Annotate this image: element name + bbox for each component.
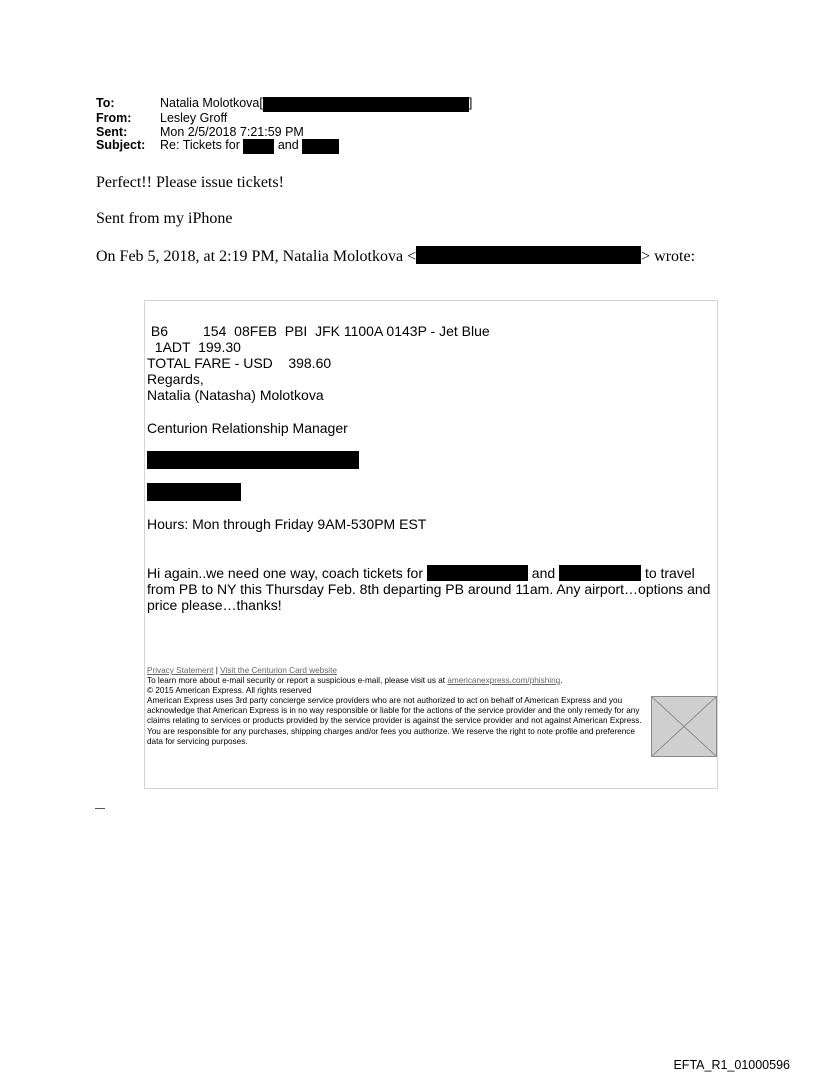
quote-suffix: > wrote: — [641, 248, 696, 265]
quote-intro — [96, 246, 695, 266]
disclaimer-text: American Express uses 3rd party concierge service providers who are not authorized to act on behalf of American Express and you acknowledge that American Express is in no way responsible or liable for the actions of the service provider and the only remedy for any claims relating to services or products provided by the service provider is against the service provider and not against American Express. You are responsible for any purchases, shipping charges and/or fees you authorize. We reserve the right to note profile and preference data for servicing purposes. — [147, 696, 642, 746]
from-label: From: — [96, 111, 132, 125]
subject-label: Subject: — [96, 138, 146, 152]
subject-prefix: Re: Tickets for — [160, 138, 240, 152]
to-row — [96, 97, 472, 112]
subject-and: and — [277, 138, 299, 152]
redaction-block — [427, 565, 528, 581]
copyright-line: © 2015 American Express. All rights reserved — [147, 686, 312, 696]
footer-links — [147, 666, 647, 676]
redaction-block — [559, 565, 641, 581]
centurion-website-link[interactable]: Visit the Centurion Card website — [220, 666, 337, 675]
security-period: . — [560, 676, 563, 686]
to-label: To: — [96, 96, 115, 110]
signature-title: Centurion Relationship Manager — [147, 420, 348, 436]
security-notice — [147, 676, 647, 686]
sent-value: Mon 2/5/2018 7:21:59 PM — [160, 124, 304, 139]
amex-footer — [147, 666, 647, 747]
regards-line: Regards, — [147, 371, 204, 387]
total-fare-line: TOTAL FARE - USD 398.60 — [147, 355, 332, 371]
subject-row — [96, 139, 472, 154]
request-message — [147, 565, 712, 613]
signature-name: Natalia (Natasha) Molotkova — [147, 387, 324, 403]
redaction-block — [302, 139, 339, 154]
message-part-1: Hi again..we need one way, coach tickets for — [147, 565, 424, 581]
redaction-block — [147, 451, 359, 469]
image-placeholder-icon — [652, 697, 716, 756]
message-part-2: to travel from PB to NY this Thursday Feb. 8th departing PB around 11am. Any airport…options and price please…thanks! — [147, 565, 711, 613]
phishing-link[interactable]: americanexpress.com/phishing — [447, 676, 561, 686]
message-and: and — [531, 565, 556, 581]
quoted-message-box — [144, 300, 718, 789]
reply-line-2: Sent from my iPhone — [96, 210, 233, 227]
privacy-statement-link[interactable]: Privacy Statement — [147, 666, 214, 675]
link-separator: | — [215, 666, 218, 675]
document-id: EFTA_R1_01000596 — [673, 1058, 790, 1072]
itinerary-line: B6 154 08FEB PBI JFK 1100A 0143P - Jet Blue — [147, 323, 490, 339]
to-value: Natalia Molotkova[ — [160, 96, 263, 110]
reply-line-1: Perfect!! Please issue tickets! — [96, 174, 284, 191]
from-row — [96, 112, 472, 126]
broken-image-placeholder — [651, 696, 717, 757]
redaction-block — [147, 483, 241, 501]
adt-line: 1ADT 199.30 — [147, 339, 241, 355]
stray-mark — [95, 802, 105, 809]
redaction-block — [416, 246, 641, 264]
quote-prefix: On Feb 5, 2018, at 2:19 PM, Natalia Molotkova < — [96, 248, 417, 265]
to-close: ] — [468, 96, 473, 110]
from-value: Lesley Groff — [160, 111, 228, 125]
redaction-block — [263, 97, 469, 112]
sent-row — [96, 126, 472, 140]
hours-line: Hours: Mon through Friday 9AM-530PM EST — [147, 516, 427, 532]
email-header — [96, 97, 472, 154]
sent-label: Sent: — [96, 124, 128, 139]
security-text: To learn more about e-mail security or report a suspicious e-mail, please visit us at — [147, 676, 446, 686]
redaction-block — [243, 139, 274, 154]
